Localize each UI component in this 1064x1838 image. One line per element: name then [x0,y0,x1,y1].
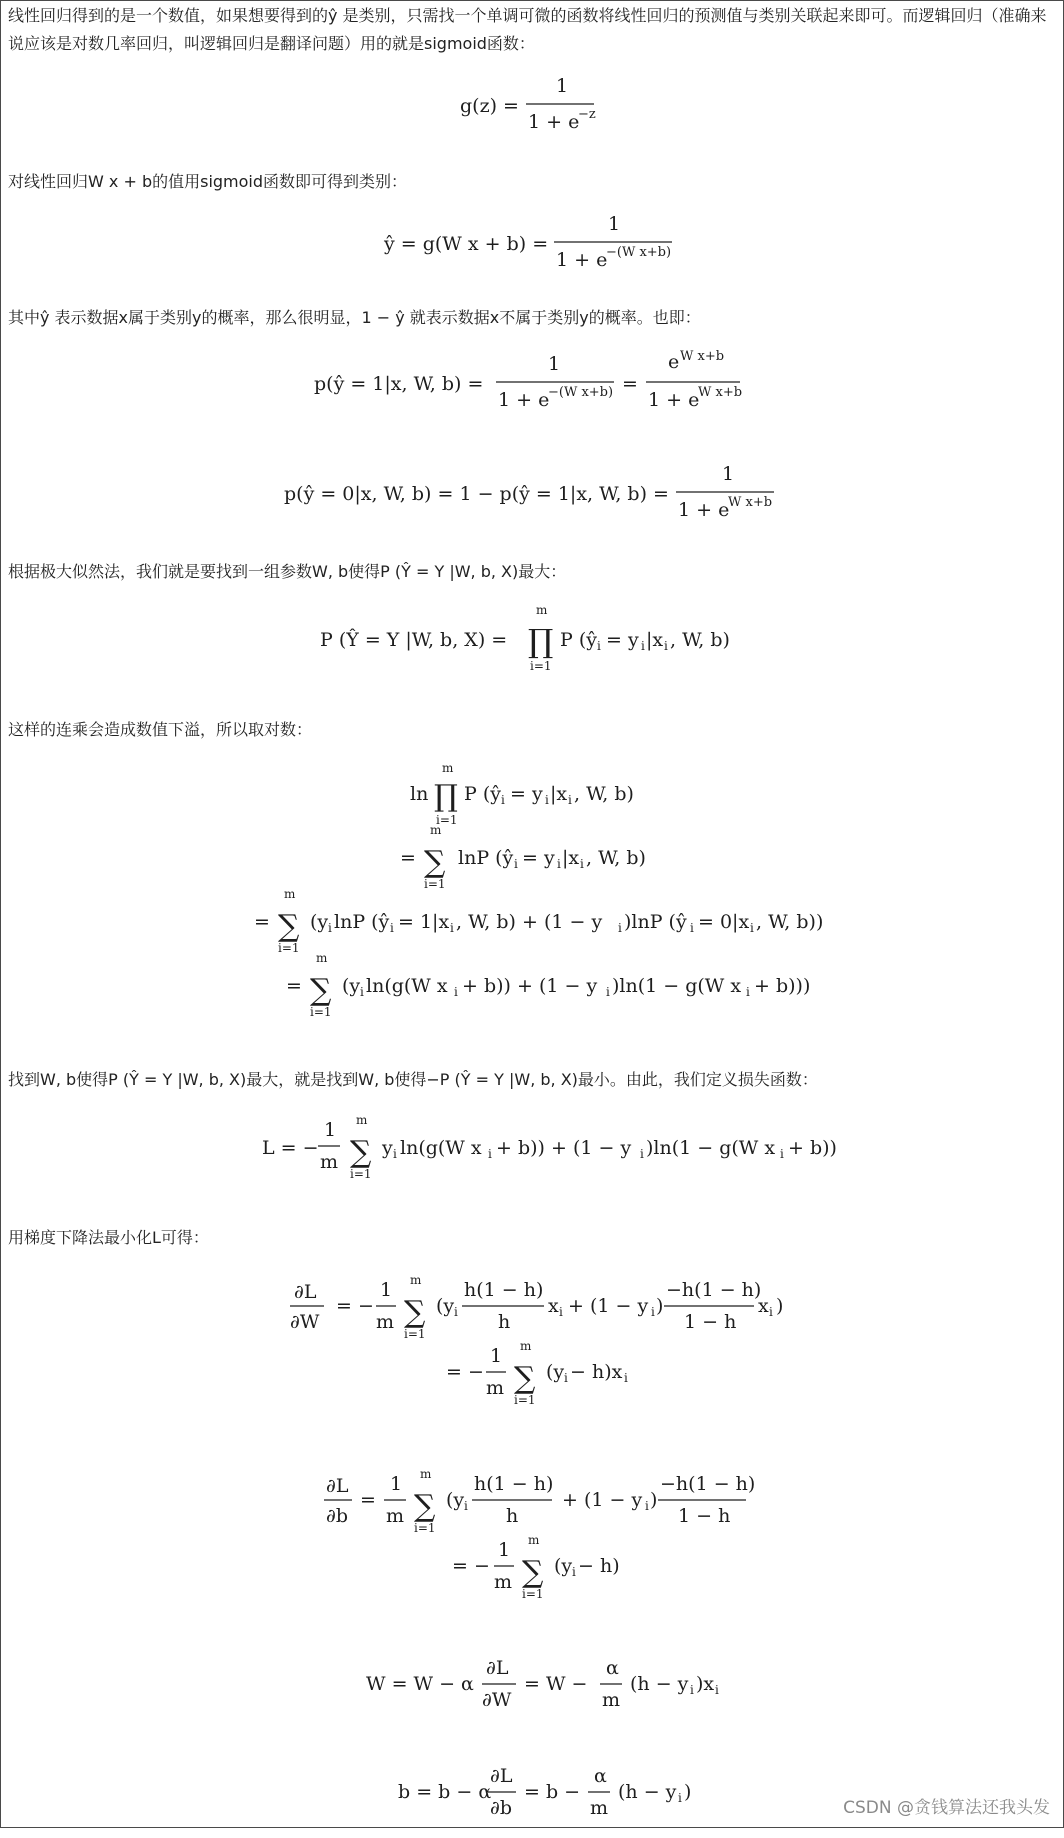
svg-text:)x: )x [696,1673,715,1695]
svg-text:)ln(1 − g(W x: )ln(1 − g(W x [612,975,742,997]
svg-text:i: i [564,1371,568,1385]
paragraph-loss-intro: 找到W, b使得P (Ŷ = Y |W, b, X)最大，就是找到W, b使得−P (Ŷ = Y |W, b, X)最小。由此，我们定义损失函数： [8,1070,818,1089]
svg-text:= −: = − [452,1555,490,1577]
equation-likelihood-svg [0,600,1062,680]
svg-text:= 1|x: = 1|x [398,911,450,933]
svg-text:1: 1 [390,1473,403,1495]
svg-text:m: m [386,1505,405,1527]
equation-log-likelihood [0,762,1062,1022]
svg-text:1 − h: 1 − h [678,1505,731,1527]
svg-text:): ) [656,1295,664,1317]
svg-text:+ b)): + b)) [788,1137,837,1159]
svg-text:∂L: ∂L [486,1657,509,1679]
svg-text:∂W: ∂W [290,1311,320,1333]
svg-text:∑: ∑ [514,1361,536,1396]
svg-text:1 − h: 1 − h [684,1311,737,1333]
svg-text:|x: |x [646,629,664,651]
svg-text:i: i [690,1683,694,1697]
svg-text:(y: (y [546,1361,565,1383]
svg-text:(y: (y [554,1555,573,1577]
equation-sigmoid-svg [0,72,1062,142]
svg-text:(y: (y [342,975,361,997]
equation-update-w-svg [0,1650,1062,1720]
svg-text:i: i [624,1371,628,1385]
svg-text:+ (1 − y: + (1 − y [568,1295,649,1317]
svg-text:i: i [690,921,694,935]
equation-update-w [0,1650,1062,1730]
equation-yhat [0,210,1062,290]
svg-text:= W −: = W − [524,1673,588,1695]
svg-text:= y: = y [522,847,555,869]
svg-text:1: 1 [380,1279,393,1301]
svg-text:i: i [606,985,610,999]
svg-text:−(W x+b): −(W x+b) [606,245,672,260]
svg-text:lnP (ŷ: lnP (ŷ [458,847,514,869]
svg-text:∂L: ∂L [326,1475,349,1497]
paragraph-gradient: 用梯度下降法最小化L可得： [8,1228,209,1247]
svg-text:p(ŷ = 1|x, W, b) =: p(ŷ = 1|x, W, b) = [314,373,484,395]
svg-text:i=1: i=1 [424,877,446,891]
svg-text:1: 1 [722,463,735,485]
equation-grad-w-svg [0,1266,1062,1416]
svg-text:i=1: i=1 [414,1521,436,1535]
svg-text:P (ŷ: P (ŷ [464,783,501,805]
svg-text:|x: |x [550,783,568,805]
svg-text:∑: ∑ [278,909,300,944]
svg-text:i=1: i=1 [278,941,300,955]
svg-text:= 0|x: = 0|x [698,911,750,933]
svg-text:h(1 − h): h(1 − h) [474,1473,554,1495]
svg-text:1 + e: 1 + e [648,389,700,411]
svg-text:): ) [776,1295,784,1317]
svg-text:i=1: i=1 [530,659,552,673]
svg-text:∂L: ∂L [294,1281,317,1303]
paragraph-log: 这样的连乘会造成数值下溢，所以取对数： [8,720,313,739]
svg-text:h: h [498,1311,511,1333]
svg-text:∑: ∑ [424,845,446,880]
equation-sigmoid [0,72,1062,152]
svg-text:ln(g(W x: ln(g(W x [366,975,448,997]
svg-text:h(1 − h): h(1 − h) [464,1279,544,1301]
svg-text:= −: = − [446,1361,484,1383]
svg-text:i=1: i=1 [436,813,458,827]
svg-text:lnP (ŷ: lnP (ŷ [334,911,390,933]
svg-text:+ (1 − y: + (1 − y [562,1489,643,1511]
equation-p0-svg [0,458,1062,528]
svg-text:(y: (y [446,1489,465,1511]
svg-text:(h − y: (h − y [618,1781,677,1803]
svg-text:i: i [464,1499,468,1513]
svg-text:m: m [590,1797,609,1819]
paragraph-probability: 其中ŷ 表示数据x属于类别y的概率，那么很明显，1 − ŷ 就表示数据x不属于类别y的概率。也即： [8,308,701,327]
equation-grad-b [0,1460,1062,1610]
equation-yhat-svg [0,210,1062,280]
svg-text:W x+b: W x+b [680,349,725,364]
svg-text:1 + e: 1 + e [528,111,580,133]
svg-text:=: = [254,911,270,933]
svg-text:m: m [536,603,548,617]
svg-text:i: i [454,985,458,999]
svg-text:i: i [390,921,394,935]
svg-text:i: i [545,793,549,807]
svg-text:P (ŷ: P (ŷ [560,629,597,651]
svg-text:i: i [645,1499,649,1513]
svg-text:i: i [641,639,645,653]
svg-text:, W, b): , W, b) [670,629,730,651]
svg-text:1 + e: 1 + e [556,249,608,271]
svg-text:m: m [356,1113,368,1127]
svg-text:∂W: ∂W [482,1689,512,1711]
svg-text:i: i [651,1305,655,1319]
svg-text:+ b)) + (1 − y: + b)) + (1 − y [496,1137,632,1159]
svg-text:W x+b: W x+b [728,495,773,510]
svg-text:i: i [557,857,561,871]
svg-text:+ b))): + b))) [754,975,811,997]
svg-text:h: h [506,1505,519,1527]
svg-text:i=1: i=1 [404,1327,426,1341]
svg-text:x: x [548,1295,559,1317]
svg-text:i: i [715,1683,719,1697]
svg-text:)lnP (ŷ: )lnP (ŷ [624,911,687,933]
svg-text:m: m [284,887,296,901]
svg-text:m: m [520,1339,532,1353]
svg-text:∑: ∑ [414,1489,436,1524]
svg-text:∑: ∑ [350,1135,372,1170]
svg-text:α: α [594,1765,607,1787]
svg-text:1: 1 [498,1539,511,1561]
svg-text:y: y [382,1137,393,1159]
svg-text:=: = [286,975,302,997]
svg-text:(y: (y [436,1295,455,1317]
equation-grad-b-svg [0,1460,1062,1610]
svg-text:i: i [454,1305,458,1319]
equation-loss-svg [0,1112,1062,1192]
svg-text:i=1: i=1 [350,1167,372,1181]
svg-text:i: i [572,1565,576,1579]
svg-text:m: m [494,1571,513,1593]
svg-text:): ) [650,1489,658,1511]
svg-text:ln(g(W x: ln(g(W x [400,1137,482,1159]
csdn-watermark: CSDN @贪钱算法还我头发 [843,1798,1050,1818]
svg-text:=: = [622,373,638,395]
svg-text:∑: ∑ [522,1555,544,1590]
equation-log-likelihood-svg [0,762,1062,1022]
svg-text:i: i [678,1791,682,1805]
svg-text:i: i [640,1147,644,1161]
svg-text:m: m [602,1689,621,1711]
svg-text:i: i [393,1147,397,1161]
svg-text:, W, b): , W, b) [574,783,634,805]
equation-p1 [0,348,1062,428]
svg-text:−z: −z [578,107,596,122]
svg-text:i: i [664,639,668,653]
svg-text:L = −: L = − [262,1137,319,1159]
svg-text:∏: ∏ [528,622,554,660]
svg-text:m: m [420,1467,432,1481]
svg-text:ln: ln [410,783,429,805]
svg-text:e: e [668,351,680,373]
svg-text:|x: |x [562,847,580,869]
svg-text:i: i [769,1305,773,1319]
svg-text:i: i [328,921,332,935]
svg-text:i: i [360,985,364,999]
svg-text:i: i [618,921,622,935]
svg-text:)ln(1 − g(W x: )ln(1 − g(W x [646,1137,776,1159]
svg-text:i=1: i=1 [514,1393,536,1407]
svg-text:∂b: ∂b [326,1505,348,1527]
svg-text:W = W − α: W = W − α [366,1673,474,1695]
svg-text:∑: ∑ [404,1295,426,1330]
svg-text:i: i [580,857,584,871]
svg-text:i=1: i=1 [522,1587,544,1601]
svg-text:g(z) =: g(z) = [460,95,519,117]
svg-text:i: i [488,1147,492,1161]
equation-grad-w [0,1266,1062,1416]
svg-text:, W, b) + (1 − y: , W, b) + (1 − y [456,911,603,933]
svg-text:i: i [746,985,750,999]
equation-p0 [0,458,1062,538]
svg-text:−(W x+b): −(W x+b) [548,385,614,400]
svg-text:m: m [442,762,454,775]
svg-text:−h(1 − h): −h(1 − h) [666,1279,762,1301]
svg-text:b = b − α: b = b − α [398,1781,492,1803]
svg-text:(h − y: (h − y [630,1673,689,1695]
svg-text:+ b)) + (1 − y: + b)) + (1 − y [462,975,598,997]
svg-text:=: = [360,1489,376,1511]
svg-text:i: i [568,793,572,807]
svg-text:∂b: ∂b [490,1797,512,1819]
svg-text:1: 1 [490,1345,503,1367]
svg-text:1 + e: 1 + e [678,499,730,521]
svg-text:, W, b): , W, b) [586,847,646,869]
svg-text:1 + e: 1 + e [498,389,550,411]
svg-text:p(ŷ = 0|x, W, b) = 1 − p(ŷ = 1: p(ŷ = 0|x, W, b) = 1 − p(ŷ = 1|x, W, b) = [284,483,669,505]
svg-text:(y: (y [310,911,329,933]
equation-p1-svg [0,348,1062,418]
svg-text:1: 1 [548,353,561,375]
svg-text:i=1: i=1 [310,1005,332,1019]
svg-text:ŷ = g(W x + b) =: ŷ = g(W x + b) = [384,233,549,255]
svg-text:m: m [528,1533,540,1547]
svg-text:W x+b: W x+b [698,385,743,400]
svg-text:=: = [400,847,416,869]
svg-text:1: 1 [608,213,621,235]
svg-text:m: m [486,1377,505,1399]
svg-text:x: x [758,1295,769,1317]
equation-likelihood [0,600,1062,680]
svg-text:α: α [606,1657,619,1679]
svg-text:1: 1 [556,75,569,97]
paragraph-mle: 根据极大似然法，我们就是要找到一组参数W, b使得P (Ŷ = Y |W, b, X)最大： [8,562,567,581]
svg-text:i: i [501,793,505,807]
svg-text:i: i [559,1305,563,1319]
svg-text:i: i [750,921,754,935]
svg-text:, W, b)): , W, b)) [756,911,824,933]
svg-text:= b −: = b − [524,1781,581,1803]
svg-text:m: m [410,1273,422,1287]
svg-text:P (Ŷ = Y |W, b, X) =: P (Ŷ = Y |W, b, X) = [320,629,508,651]
svg-text:i: i [780,1147,784,1161]
svg-text:m: m [320,1151,339,1173]
svg-text:− h)x: − h)x [570,1361,623,1383]
paragraph-yhat: 对线性回归W x + b的值用sigmoid函数即可得到类别： [8,172,408,191]
svg-text:∑: ∑ [310,973,332,1008]
svg-text:1: 1 [324,1119,337,1141]
svg-text:m: m [376,1311,395,1333]
svg-text:m: m [316,951,328,965]
svg-text:= y: = y [510,783,543,805]
svg-text:∂L: ∂L [490,1765,513,1787]
paragraph-intro: 线性回归得到的是一个数值，如果想要得到的ŷ 是类别，只需找一个单调可微的函数将线性回归的预测值与类别关联起来即可。而逻辑回归（准确来说应该是对数几率回归，叫逻辑回归是翻译问题）用的就是sigmoid函数： [8,6,1047,53]
svg-text:∏: ∏ [434,779,458,814]
equation-loss [0,1112,1062,1192]
svg-text:): ) [684,1781,692,1803]
svg-text:= y: = y [606,629,639,651]
svg-text:i: i [597,639,601,653]
svg-text:− h): − h) [578,1555,620,1577]
svg-text:m: m [430,823,442,837]
svg-text:= −: = − [336,1295,374,1317]
svg-text:i: i [450,921,454,935]
svg-text:i: i [514,857,518,871]
svg-text:−h(1 − h): −h(1 − h) [660,1473,756,1495]
